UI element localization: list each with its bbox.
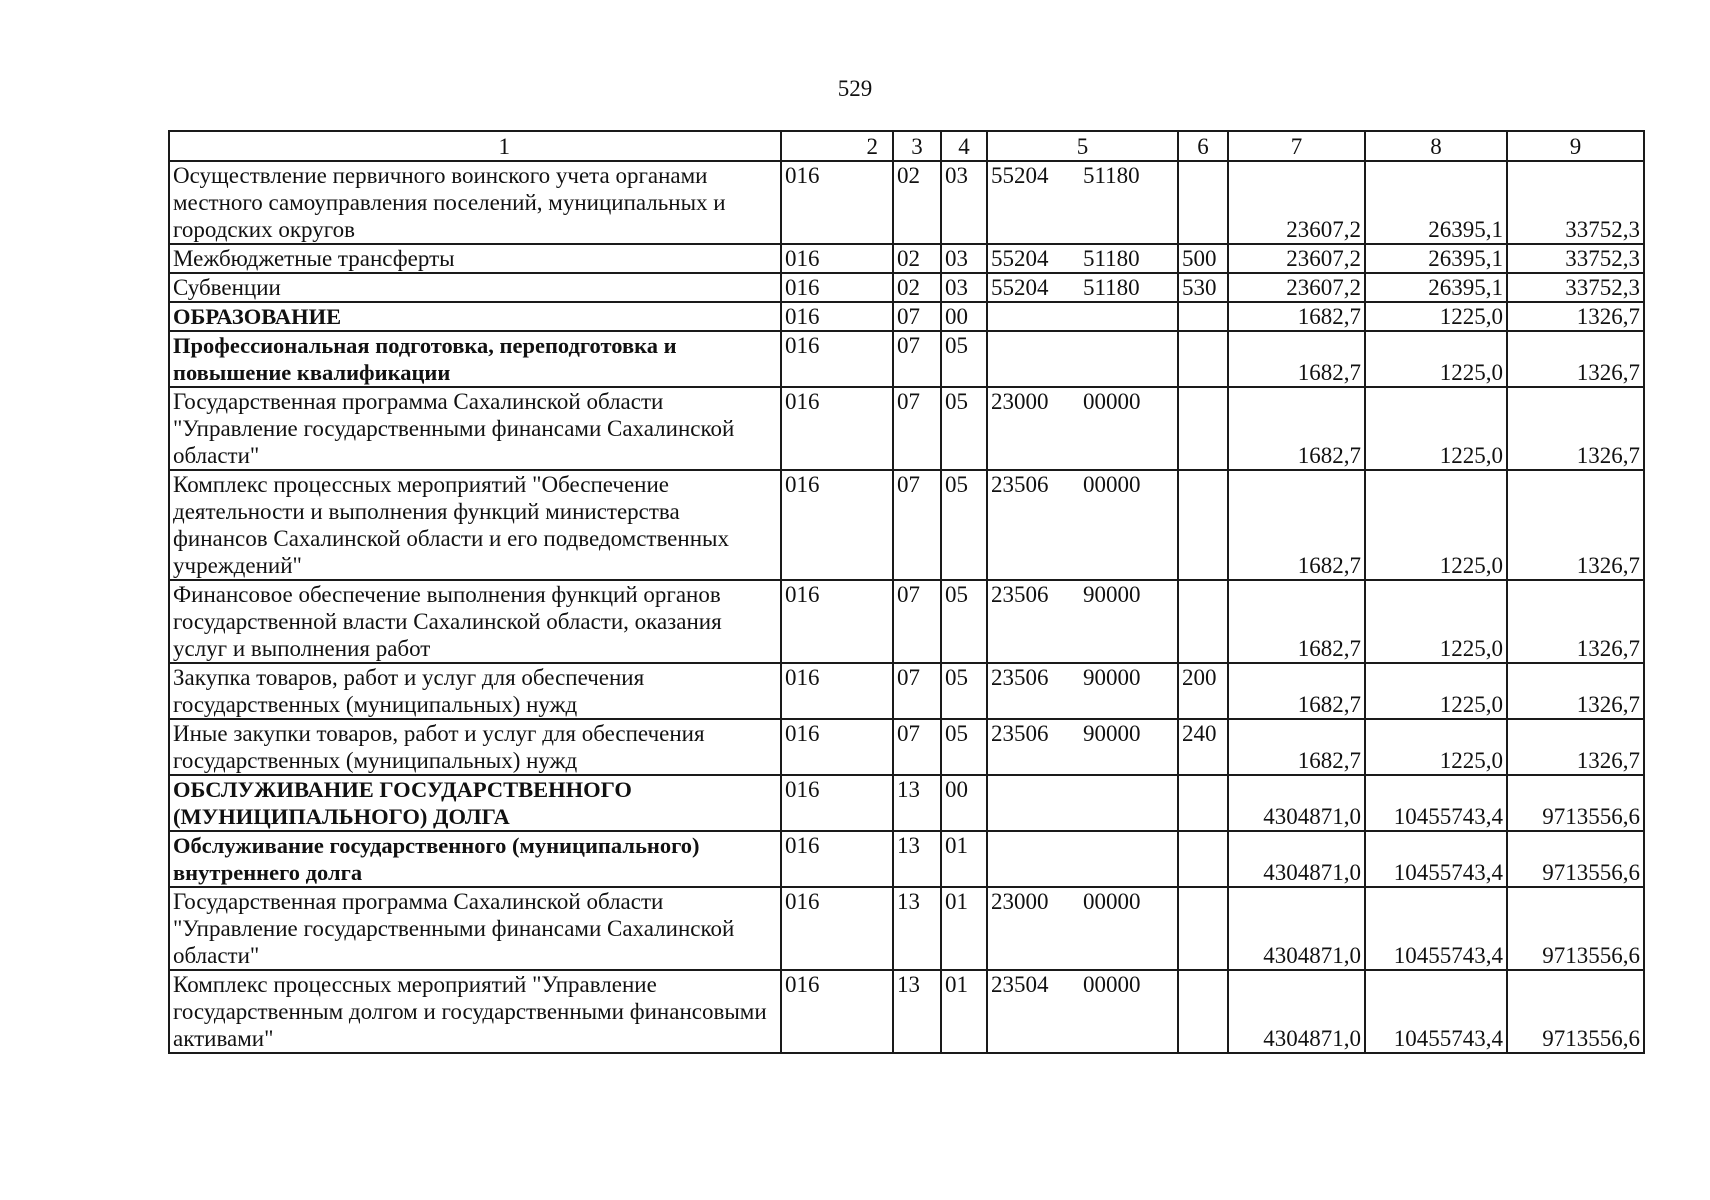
- row-name: Государственная программа Сахалинской области "Управление государственными финансами Сахалинской области": [169, 887, 781, 970]
- expense-type-code: [1178, 775, 1228, 831]
- subsection-code: 03: [941, 244, 987, 273]
- subsection-code: 01: [941, 887, 987, 970]
- table-row: [169, 470, 1644, 580]
- amount-col7: 23607,2: [1228, 273, 1365, 302]
- amount-col8: 1225,0: [1365, 302, 1507, 331]
- section-code: 07: [893, 387, 941, 470]
- amount-col7: 4304871,0: [1228, 970, 1365, 1053]
- table-row: [169, 302, 1644, 331]
- target-article-program: 23506: [991, 721, 1049, 746]
- target-article-code: [987, 244, 1178, 273]
- header-cell: 1: [169, 131, 781, 161]
- table-row: [169, 831, 1644, 887]
- target-article-code: [987, 663, 1178, 719]
- amount-col7: 1682,7: [1228, 580, 1365, 663]
- amount-col9: 9713556,6: [1507, 775, 1644, 831]
- table-row: [169, 244, 1644, 273]
- table-row: [169, 663, 1644, 719]
- amount-col7: 4304871,0: [1228, 887, 1365, 970]
- admin-code: 016: [781, 387, 893, 470]
- expense-type-code: 530: [1178, 273, 1228, 302]
- header-cell: 4: [941, 131, 987, 161]
- expense-type-code: [1178, 302, 1228, 331]
- header-cell: 5: [987, 131, 1178, 161]
- amount-col9: 9713556,6: [1507, 831, 1644, 887]
- header-cell: 6: [1178, 131, 1228, 161]
- section-code: 07: [893, 331, 941, 387]
- amount-col9: 1326,7: [1507, 387, 1644, 470]
- target-article-program: 23506: [991, 665, 1049, 690]
- section-code: 13: [893, 887, 941, 970]
- target-article-direction: 00000: [1083, 389, 1141, 414]
- admin-code: 016: [781, 887, 893, 970]
- amount-col7: 4304871,0: [1228, 831, 1365, 887]
- expense-type-code: [1178, 331, 1228, 387]
- row-name: Обслуживание государственного (муниципального) внутреннего долга: [169, 831, 781, 887]
- expense-type-code: [1178, 887, 1228, 970]
- header-cell: 7: [1228, 131, 1365, 161]
- amount-col9: 1326,7: [1507, 302, 1644, 331]
- subsection-code: 05: [941, 470, 987, 580]
- expense-type-code: [1178, 580, 1228, 663]
- admin-code: 016: [781, 831, 893, 887]
- table-row: [169, 580, 1644, 663]
- subsection-code: 05: [941, 580, 987, 663]
- section-code: 07: [893, 302, 941, 331]
- page-number: 529: [837, 76, 873, 101]
- amount-col8: 26395,1: [1365, 161, 1507, 244]
- amount-col9: 9713556,6: [1507, 970, 1644, 1053]
- admin-code: 016: [781, 775, 893, 831]
- target-article-program: 23000: [991, 889, 1049, 914]
- admin-code: 016: [781, 302, 893, 331]
- subsection-code: 00: [941, 775, 987, 831]
- admin-code: 016: [781, 470, 893, 580]
- row-name: Субвенции: [169, 273, 781, 302]
- section-code: 02: [893, 161, 941, 244]
- amount-col8: 26395,1: [1365, 244, 1507, 273]
- target-article-code: [987, 887, 1178, 970]
- target-article-code: [987, 970, 1178, 1053]
- target-article-direction: 90000: [1083, 582, 1141, 607]
- target-article-direction: 00000: [1083, 889, 1141, 914]
- amount-col7: 1682,7: [1228, 331, 1365, 387]
- amount-col7: 23607,2: [1228, 161, 1365, 244]
- section-code: 07: [893, 719, 941, 775]
- header-row: [169, 131, 1644, 161]
- amount-col8: 26395,1: [1365, 273, 1507, 302]
- header-cell: 8: [1365, 131, 1507, 161]
- target-article-code: [987, 580, 1178, 663]
- admin-code: 016: [781, 273, 893, 302]
- amount-col8: 1225,0: [1365, 719, 1507, 775]
- subsection-code: 00: [941, 302, 987, 331]
- target-article-direction: 00000: [1083, 472, 1141, 497]
- target-article-code: [987, 273, 1178, 302]
- row-name: Межбюджетные трансферты: [169, 244, 781, 273]
- table-row: [169, 161, 1644, 244]
- amount-col9: 1326,7: [1507, 580, 1644, 663]
- row-name: Комплекс процессных мероприятий "Управление государственным долгом и государственными финансовыми активами": [169, 970, 781, 1053]
- admin-code: 016: [781, 161, 893, 244]
- target-article-code: [987, 831, 1178, 887]
- target-article-code: [987, 719, 1178, 775]
- amount-col9: 9713556,6: [1507, 887, 1644, 970]
- target-article-direction: 00000: [1083, 972, 1141, 997]
- table-row: [169, 719, 1644, 775]
- admin-code: 016: [781, 244, 893, 273]
- section-code: 02: [893, 273, 941, 302]
- subsection-code: 05: [941, 663, 987, 719]
- row-name: Комплекс процессных мероприятий "Обеспечение деятельности и выполнения функций министерства финансов Сахалинской области и его подведомственных учреждений": [169, 470, 781, 580]
- subsection-code: 05: [941, 719, 987, 775]
- target-article-program: 23506: [991, 582, 1049, 607]
- expense-type-code: 240: [1178, 719, 1228, 775]
- expense-type-code: [1178, 470, 1228, 580]
- amount-col9: 33752,3: [1507, 244, 1644, 273]
- amount-col8: 10455743,4: [1365, 775, 1507, 831]
- section-code: 13: [893, 831, 941, 887]
- table-row: [169, 331, 1644, 387]
- target-article-code: [987, 161, 1178, 244]
- target-article-program: 23000: [991, 389, 1049, 414]
- expense-type-code: 200: [1178, 663, 1228, 719]
- admin-code: 016: [781, 580, 893, 663]
- target-article-code: [987, 775, 1178, 831]
- row-name: Государственная программа Сахалинской области "Управление государственными финансами Сахалинской области": [169, 387, 781, 470]
- row-name: Закупка товаров, работ и услуг для обеспечения государственных (муниципальных) нужд: [169, 663, 781, 719]
- target-article-code: [987, 331, 1178, 387]
- amount-col7: 4304871,0: [1228, 775, 1365, 831]
- target-article-direction: 51180: [1083, 246, 1140, 271]
- admin-code: 016: [781, 970, 893, 1053]
- amount-col8: 1225,0: [1365, 470, 1507, 580]
- table-row: [169, 887, 1644, 970]
- target-article-program: 55204: [991, 163, 1049, 188]
- amount-col9: 1326,7: [1507, 331, 1644, 387]
- row-name: Осуществление первичного воинского учета органами местного самоуправления поселений, муниципальных и городских округов: [169, 161, 781, 244]
- amount-col7: 1682,7: [1228, 387, 1365, 470]
- section-code: 07: [893, 663, 941, 719]
- amount-col7: 1682,7: [1228, 719, 1365, 775]
- subsection-code: 03: [941, 273, 987, 302]
- budget-table: [168, 130, 1645, 1054]
- amount-col8: 10455743,4: [1365, 887, 1507, 970]
- target-article-code: [987, 302, 1178, 331]
- amount-col9: 1326,7: [1507, 719, 1644, 775]
- target-article-direction: 51180: [1083, 163, 1140, 188]
- amount-col8: 10455743,4: [1365, 831, 1507, 887]
- subsection-code: 01: [941, 970, 987, 1053]
- row-name: Финансовое обеспечение выполнения функций органов государственной власти Сахалинской области, оказания услуг и выполнения работ: [169, 580, 781, 663]
- subsection-code: 01: [941, 831, 987, 887]
- target-article-code: [987, 387, 1178, 470]
- expense-type-code: [1178, 970, 1228, 1053]
- section-code: 02: [893, 244, 941, 273]
- target-article-direction: 90000: [1083, 721, 1141, 746]
- header-cell: 2: [781, 131, 893, 161]
- table-row: [169, 387, 1644, 470]
- target-article-direction: 90000: [1083, 665, 1141, 690]
- expense-type-code: [1178, 387, 1228, 470]
- table-row: [169, 970, 1644, 1053]
- section-code: 13: [893, 970, 941, 1053]
- amount-col8: 1225,0: [1365, 663, 1507, 719]
- target-article-program: 55204: [991, 275, 1049, 300]
- admin-code: 016: [781, 331, 893, 387]
- expense-type-code: [1178, 161, 1228, 244]
- amount-col9: 33752,3: [1507, 161, 1644, 244]
- header-cell: 3: [893, 131, 941, 161]
- row-name: Иные закупки товаров, работ и услуг для обеспечения государственных (муниципальных) нужд: [169, 719, 781, 775]
- row-name: ОБРАЗОВАНИЕ: [169, 302, 781, 331]
- target-article-program: 23506: [991, 472, 1049, 497]
- row-name: ОБСЛУЖИВАНИЕ ГОСУДАРСТВЕННОГО (МУНИЦИПАЛЬНОГО) ДОЛГА: [169, 775, 781, 831]
- amount-col8: 10455743,4: [1365, 970, 1507, 1053]
- amount-col9: 1326,7: [1507, 663, 1644, 719]
- row-name: Профессиональная подготовка, переподготовка и повышение квалификации: [169, 331, 781, 387]
- amount-col7: 1682,7: [1228, 470, 1365, 580]
- amount-col8: 1225,0: [1365, 387, 1507, 470]
- amount-col9: 33752,3: [1507, 273, 1644, 302]
- expense-type-code: 500: [1178, 244, 1228, 273]
- section-code: 13: [893, 775, 941, 831]
- amount-col8: 1225,0: [1365, 331, 1507, 387]
- amount-col7: 23607,2: [1228, 244, 1365, 273]
- section-code: 07: [893, 470, 941, 580]
- subsection-code: 05: [941, 331, 987, 387]
- amount-col9: 1326,7: [1507, 470, 1644, 580]
- table-row: [169, 273, 1644, 302]
- expense-type-code: [1178, 831, 1228, 887]
- target-article-code: [987, 470, 1178, 580]
- target-article-program: 55204: [991, 246, 1049, 271]
- table-row: [169, 775, 1644, 831]
- amount-col7: 1682,7: [1228, 302, 1365, 331]
- subsection-code: 03: [941, 161, 987, 244]
- table-body: [169, 161, 1644, 1053]
- target-article-program: 23504: [991, 972, 1049, 997]
- amount-col8: 1225,0: [1365, 580, 1507, 663]
- section-code: 07: [893, 580, 941, 663]
- target-article-direction: 51180: [1083, 275, 1140, 300]
- amount-col7: 1682,7: [1228, 663, 1365, 719]
- subsection-code: 05: [941, 387, 987, 470]
- admin-code: 016: [781, 719, 893, 775]
- admin-code: 016: [781, 663, 893, 719]
- header-cell: 9: [1507, 131, 1644, 161]
